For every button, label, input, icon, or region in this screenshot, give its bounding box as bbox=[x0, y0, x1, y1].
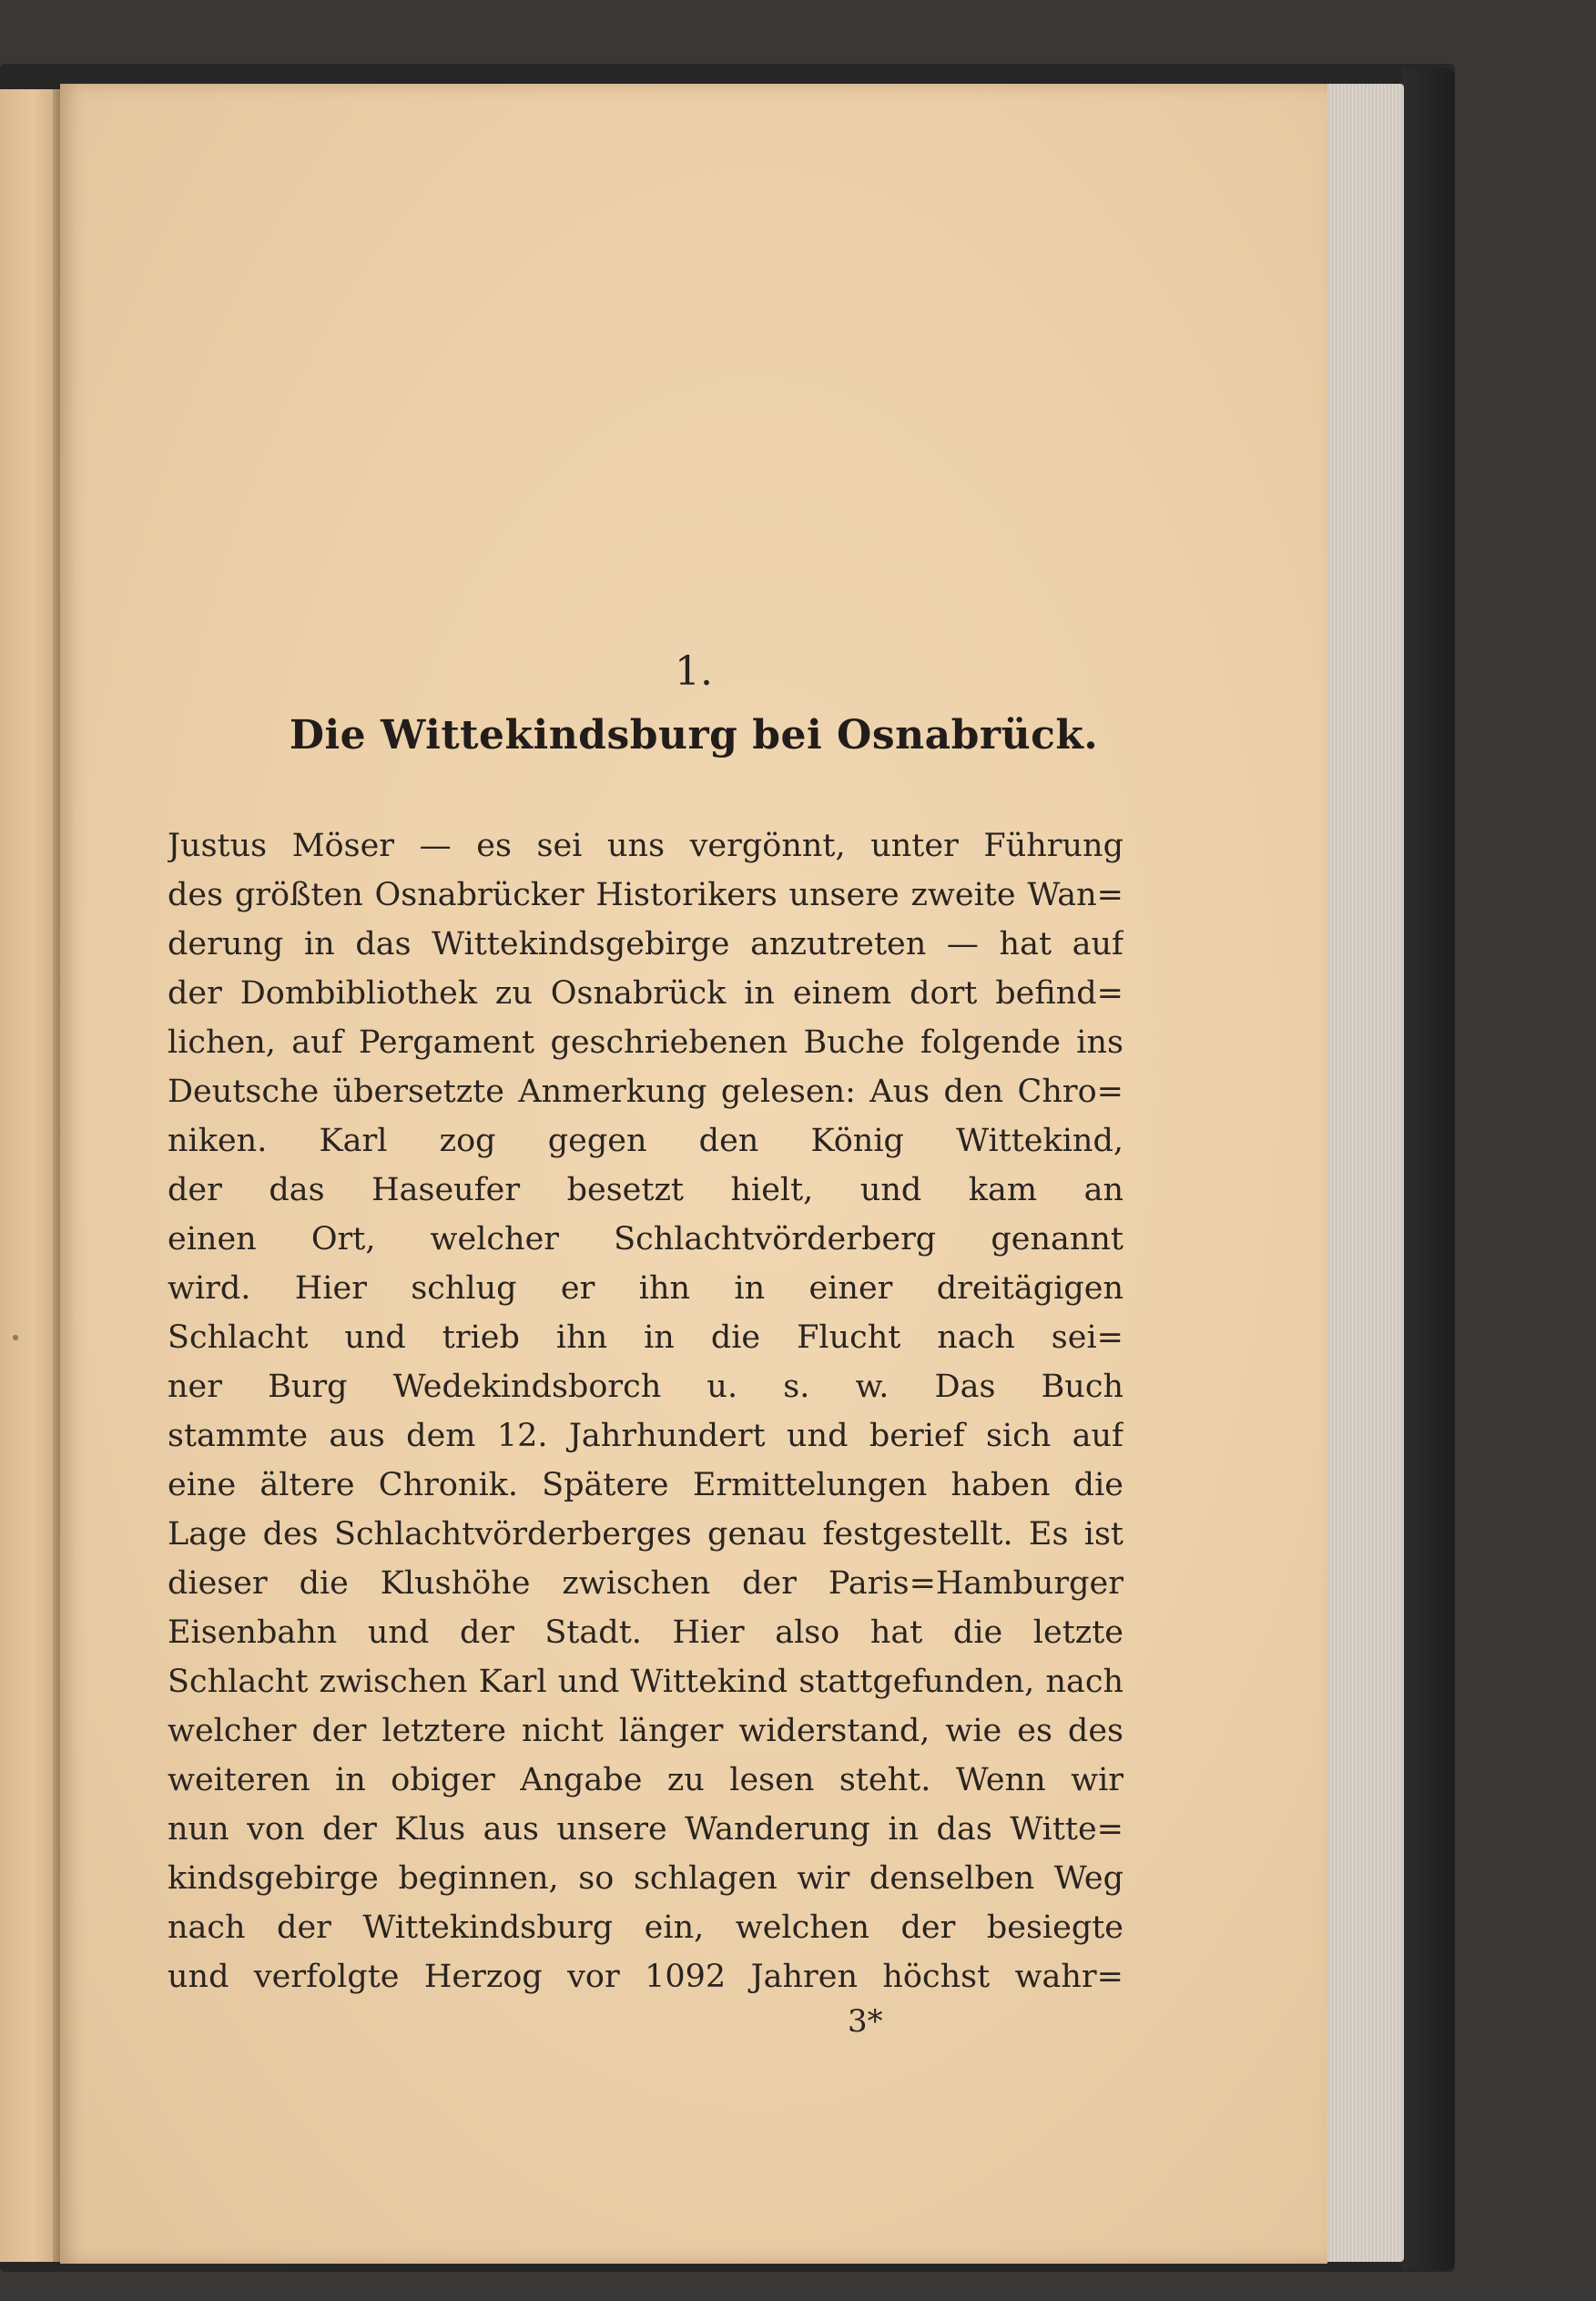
text-line: Schlacht und trieb ihn in die Flucht nach sei= bbox=[168, 1319, 1123, 1356]
text-line: derung in das Wittekindsgebirge anzutreten — hat auf bbox=[168, 926, 1123, 962]
body-text bbox=[168, 821, 1123, 2001]
text-line: kindsgebirge beginnen, so schlagen wir denselben Weg bbox=[168, 1860, 1123, 1897]
text-line: wird. Hier schlug er ihn in einer dreitägigen bbox=[168, 1270, 1123, 1307]
text-line: Eisenbahn und der Stadt. Hier also hat die letzte bbox=[168, 1614, 1123, 1651]
text-line: Schlacht zwischen Karl und Wittekind stattgefunden, nach bbox=[168, 1664, 1123, 1700]
text-line: Lage des Schlachtvörderberges genau festgestellt. Es ist bbox=[168, 1516, 1123, 1553]
text-line: weiteren in obiger Angabe zu lesen steht. Wenn wir bbox=[168, 1762, 1123, 1798]
page-block-edges bbox=[1320, 84, 1404, 2262]
signature-mark: 3* bbox=[848, 2003, 883, 2040]
left-page-edge bbox=[0, 89, 56, 2262]
book-cover-edge bbox=[1402, 68, 1455, 2270]
text-line: welcher der letztere nicht länger widerstand, wie es des bbox=[168, 1713, 1123, 1749]
text-line: nach der Wittekindsburg ein, welchen der besiegte bbox=[168, 1909, 1123, 1946]
text-line: und verfolgte Herzog vor 1092 Jahren höchst wahr= bbox=[168, 1959, 1123, 1995]
chapter-number: 1. bbox=[675, 648, 713, 695]
text-line: eine ältere Chronik. Spätere Ermittelungen haben die bbox=[168, 1467, 1123, 1503]
text-line: ner Burg Wedekindsborch u. s. w. Das Buch bbox=[168, 1369, 1123, 1405]
text-line: der Dombibliothek zu Osnabrück in einem dort befind= bbox=[168, 975, 1123, 1012]
book-page bbox=[60, 84, 1327, 2264]
text-line: der das Haseufer besetzt hielt, und kam an bbox=[168, 1172, 1123, 1208]
text-line: Justus Möser — es sei uns vergönnt, unter Führung bbox=[168, 828, 1123, 864]
margin-mark bbox=[13, 1335, 18, 1340]
chapter-title: Die Wittekindsburg bei Osnabrück. bbox=[289, 712, 1099, 759]
text-line: einen Ort, welcher Schlachtvörderberg genannt bbox=[168, 1221, 1123, 1257]
text-line: niken. Karl zog gegen den König Wittekind, bbox=[168, 1123, 1123, 1159]
text-line: lichen, auf Pergament geschriebenen Buche folgende ins bbox=[168, 1024, 1123, 1061]
text-line: dieser die Klushöhe zwischen der Paris=Hamburger bbox=[168, 1565, 1123, 1602]
text-line: des größten Osnabrücker Historikers unsere zweite Wan= bbox=[168, 877, 1123, 913]
text-line: stammte aus dem 12. Jahrhundert und berief sich auf bbox=[168, 1418, 1123, 1454]
text-line: nun von der Klus aus unsere Wanderung in das Witte= bbox=[168, 1811, 1123, 1848]
text-line: Deutsche übersetzte Anmerkung gelesen: Aus den Chro= bbox=[168, 1074, 1123, 1110]
